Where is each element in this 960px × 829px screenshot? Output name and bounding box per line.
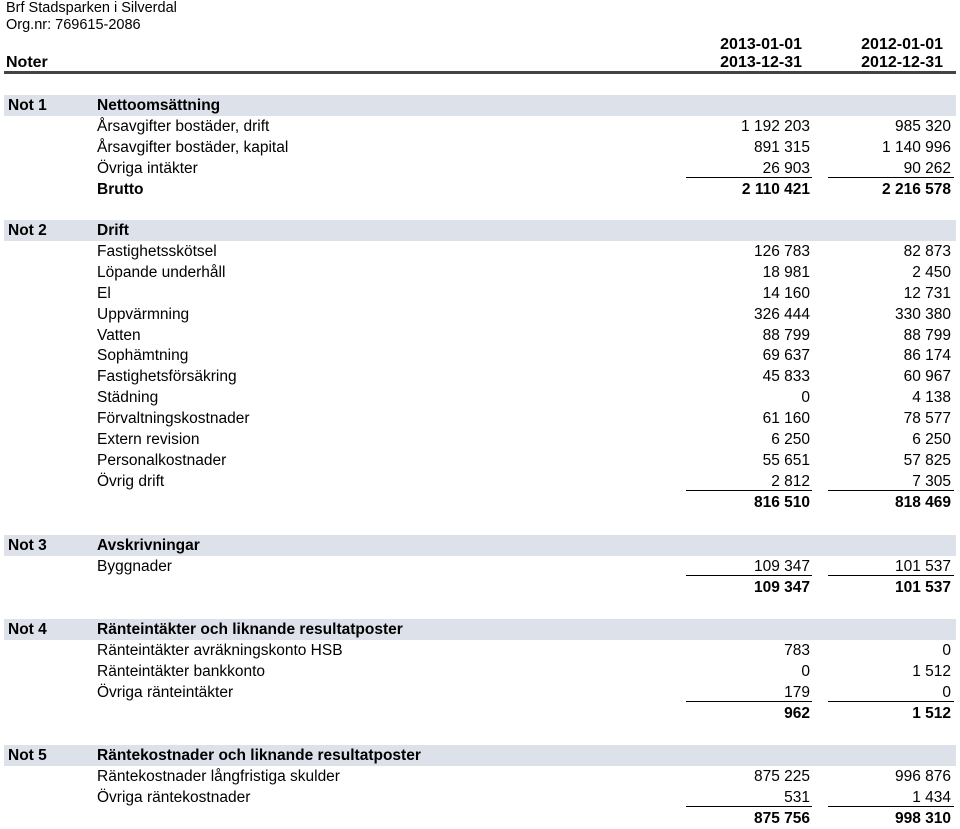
subtotal-underline-prior <box>828 177 954 178</box>
row-label: Personalkostnader <box>97 451 227 469</box>
table-row <box>0 116 960 137</box>
table-row <box>0 304 960 325</box>
value-current-year: 1 192 203 <box>741 117 810 135</box>
subtotal-underline-current <box>686 806 812 807</box>
value-current-year: 45 833 <box>762 368 810 386</box>
row-label: Förvaltningskostnader <box>97 410 250 428</box>
note-section-band <box>4 220 956 241</box>
subtotal-underline-current <box>686 490 812 491</box>
value-current-year: 2 812 <box>771 472 810 490</box>
value-current-year: 0 <box>801 662 810 680</box>
value-current-year: 875 225 <box>753 767 810 785</box>
total-label: Brutto <box>97 180 144 198</box>
total-current-year: 109 347 <box>753 578 810 596</box>
table-row <box>0 262 960 283</box>
subtotal-underline-current <box>686 701 812 702</box>
value-current-year: 109 347 <box>753 557 810 575</box>
note-title: Räntekostnader och liknande resultatposter <box>97 747 421 764</box>
org-name: Brf Stadsparken i Silverdal <box>6 0 177 16</box>
table-row <box>0 325 960 346</box>
subtotal-underline-current <box>686 575 812 576</box>
total-current-year: 2 110 421 <box>741 180 810 198</box>
value-prior-year: 90 262 <box>903 159 951 177</box>
table-row <box>0 640 960 661</box>
row-label: Årsavgifter bostäder, drift <box>97 117 270 135</box>
note-title: Drift <box>97 222 129 239</box>
note-number: Not 2 <box>8 222 47 239</box>
total-current-year: 875 756 <box>753 809 810 827</box>
subtotal-underline-current <box>686 177 812 178</box>
value-prior-year: 4 138 <box>912 389 951 407</box>
row-label: Övriga räntekostnader <box>97 788 251 806</box>
row-label: Vatten <box>97 326 141 344</box>
table-row <box>0 787 960 808</box>
value-current-year: 61 160 <box>762 410 810 428</box>
value-current-year: 26 903 <box>762 159 810 177</box>
value-current-year: 69 637 <box>762 347 810 365</box>
table-row <box>0 366 960 387</box>
value-prior-year: 6 250 <box>912 431 951 448</box>
value-current-year: 783 <box>784 641 810 659</box>
org-number: Org.nr: 769615-2086 <box>6 17 141 33</box>
table-row <box>0 471 960 492</box>
row-label: El <box>97 284 111 302</box>
value-prior-year: 2 450 <box>912 263 951 281</box>
row-label: Övriga ränteintäkter <box>97 683 234 701</box>
note-title: Ränteintäkter och liknande resultatposter <box>97 621 403 638</box>
table-row <box>0 450 960 471</box>
table-row <box>0 345 960 366</box>
value-prior-year: 88 799 <box>903 326 951 344</box>
value-prior-year: 7 305 <box>912 472 951 490</box>
subtotal-underline-prior <box>828 701 954 702</box>
value-prior-year: 12 731 <box>903 284 951 302</box>
value-prior-year: 1 140 996 <box>882 138 951 156</box>
value-prior-year: 86 174 <box>903 347 951 365</box>
value-current-year: 14 160 <box>762 284 810 302</box>
row-label: Räntekostnader långfristiga skulder <box>97 767 340 785</box>
table-row <box>0 661 960 682</box>
row-label: Extern revision <box>97 431 200 448</box>
value-prior-year: 1 512 <box>912 662 951 680</box>
value-current-year: 0 <box>801 389 810 407</box>
value-prior-year: 330 380 <box>894 305 951 323</box>
period-prior-from: 2012-01-01 <box>861 36 943 53</box>
table-row <box>0 408 960 429</box>
table-row <box>0 429 960 450</box>
total-prior-year: 1 512 <box>912 704 951 722</box>
table-row <box>0 766 960 787</box>
value-current-year: 326 444 <box>753 305 810 323</box>
row-label: Städning <box>97 389 159 407</box>
notes-heading: Noter <box>6 54 48 71</box>
value-prior-year: 78 577 <box>903 410 951 428</box>
row-label: Övrig drift <box>97 472 165 490</box>
value-current-year: 531 <box>784 788 810 806</box>
note-number: Not 1 <box>8 97 47 114</box>
note-number: Not 5 <box>8 747 47 764</box>
note-number: Not 3 <box>8 537 47 554</box>
header-rule <box>4 71 956 74</box>
table-row <box>0 241 960 262</box>
value-current-year: 18 981 <box>762 263 810 281</box>
table-row <box>0 682 960 703</box>
table-row <box>0 158 960 179</box>
value-prior-year: 1 434 <box>912 788 951 806</box>
value-prior-year: 60 967 <box>903 368 951 386</box>
value-prior-year: 996 876 <box>894 767 951 785</box>
row-label: Ränteintäkter bankkonto <box>97 662 266 680</box>
row-label: Årsavgifter bostäder, kapital <box>97 138 289 156</box>
value-current-year: 179 <box>784 683 810 701</box>
row-label: Fastighetsskötsel <box>97 242 217 260</box>
subtotal-underline-prior <box>828 490 954 491</box>
period-current-to: 2013-12-31 <box>720 54 802 71</box>
value-prior-year: 985 320 <box>894 117 951 135</box>
value-prior-year: 0 <box>942 683 951 701</box>
table-row <box>0 137 960 158</box>
value-prior-year: 57 825 <box>903 451 951 469</box>
value-current-year: 88 799 <box>762 326 810 344</box>
row-label: Övriga intäkter <box>97 159 198 177</box>
subtotal-underline-prior <box>828 575 954 576</box>
value-current-year: 55 651 <box>762 451 810 469</box>
total-row <box>0 808 960 829</box>
total-prior-year: 101 537 <box>894 578 951 596</box>
value-prior-year: 101 537 <box>894 557 951 575</box>
total-prior-year: 2 216 578 <box>882 180 951 198</box>
total-prior-year: 998 310 <box>894 809 951 827</box>
total-prior-year: 818 469 <box>894 493 951 511</box>
value-current-year: 6 250 <box>771 431 810 448</box>
total-row <box>0 492 960 513</box>
table-row <box>0 283 960 304</box>
note-number: Not 4 <box>8 621 47 638</box>
total-current-year: 962 <box>784 704 810 722</box>
total-row <box>0 577 960 598</box>
value-prior-year: 0 <box>942 641 951 659</box>
row-label: Löpande underhåll <box>97 263 226 281</box>
total-current-year: 816 510 <box>753 493 810 511</box>
period-prior-to: 2012-12-31 <box>861 54 943 71</box>
total-row <box>0 703 960 724</box>
value-prior-year: 82 873 <box>903 242 951 260</box>
row-label: Uppvärmning <box>97 305 190 323</box>
row-label: Fastighetsförsäkring <box>97 368 237 386</box>
note-title: Avskrivningar <box>97 537 200 554</box>
period-current-from: 2013-01-01 <box>720 36 802 53</box>
value-current-year: 891 315 <box>753 138 810 156</box>
row-label: Byggnader <box>97 557 172 575</box>
row-label: Sophämtning <box>97 347 189 365</box>
value-current-year: 126 783 <box>753 242 810 260</box>
row-label: Ränteintäkter avräkningskonto HSB <box>97 641 343 659</box>
table-row <box>0 387 960 408</box>
total-row <box>0 179 960 200</box>
subtotal-underline-prior <box>828 806 954 807</box>
note-title: Nettoomsättning <box>97 97 221 114</box>
table-row <box>0 556 960 577</box>
